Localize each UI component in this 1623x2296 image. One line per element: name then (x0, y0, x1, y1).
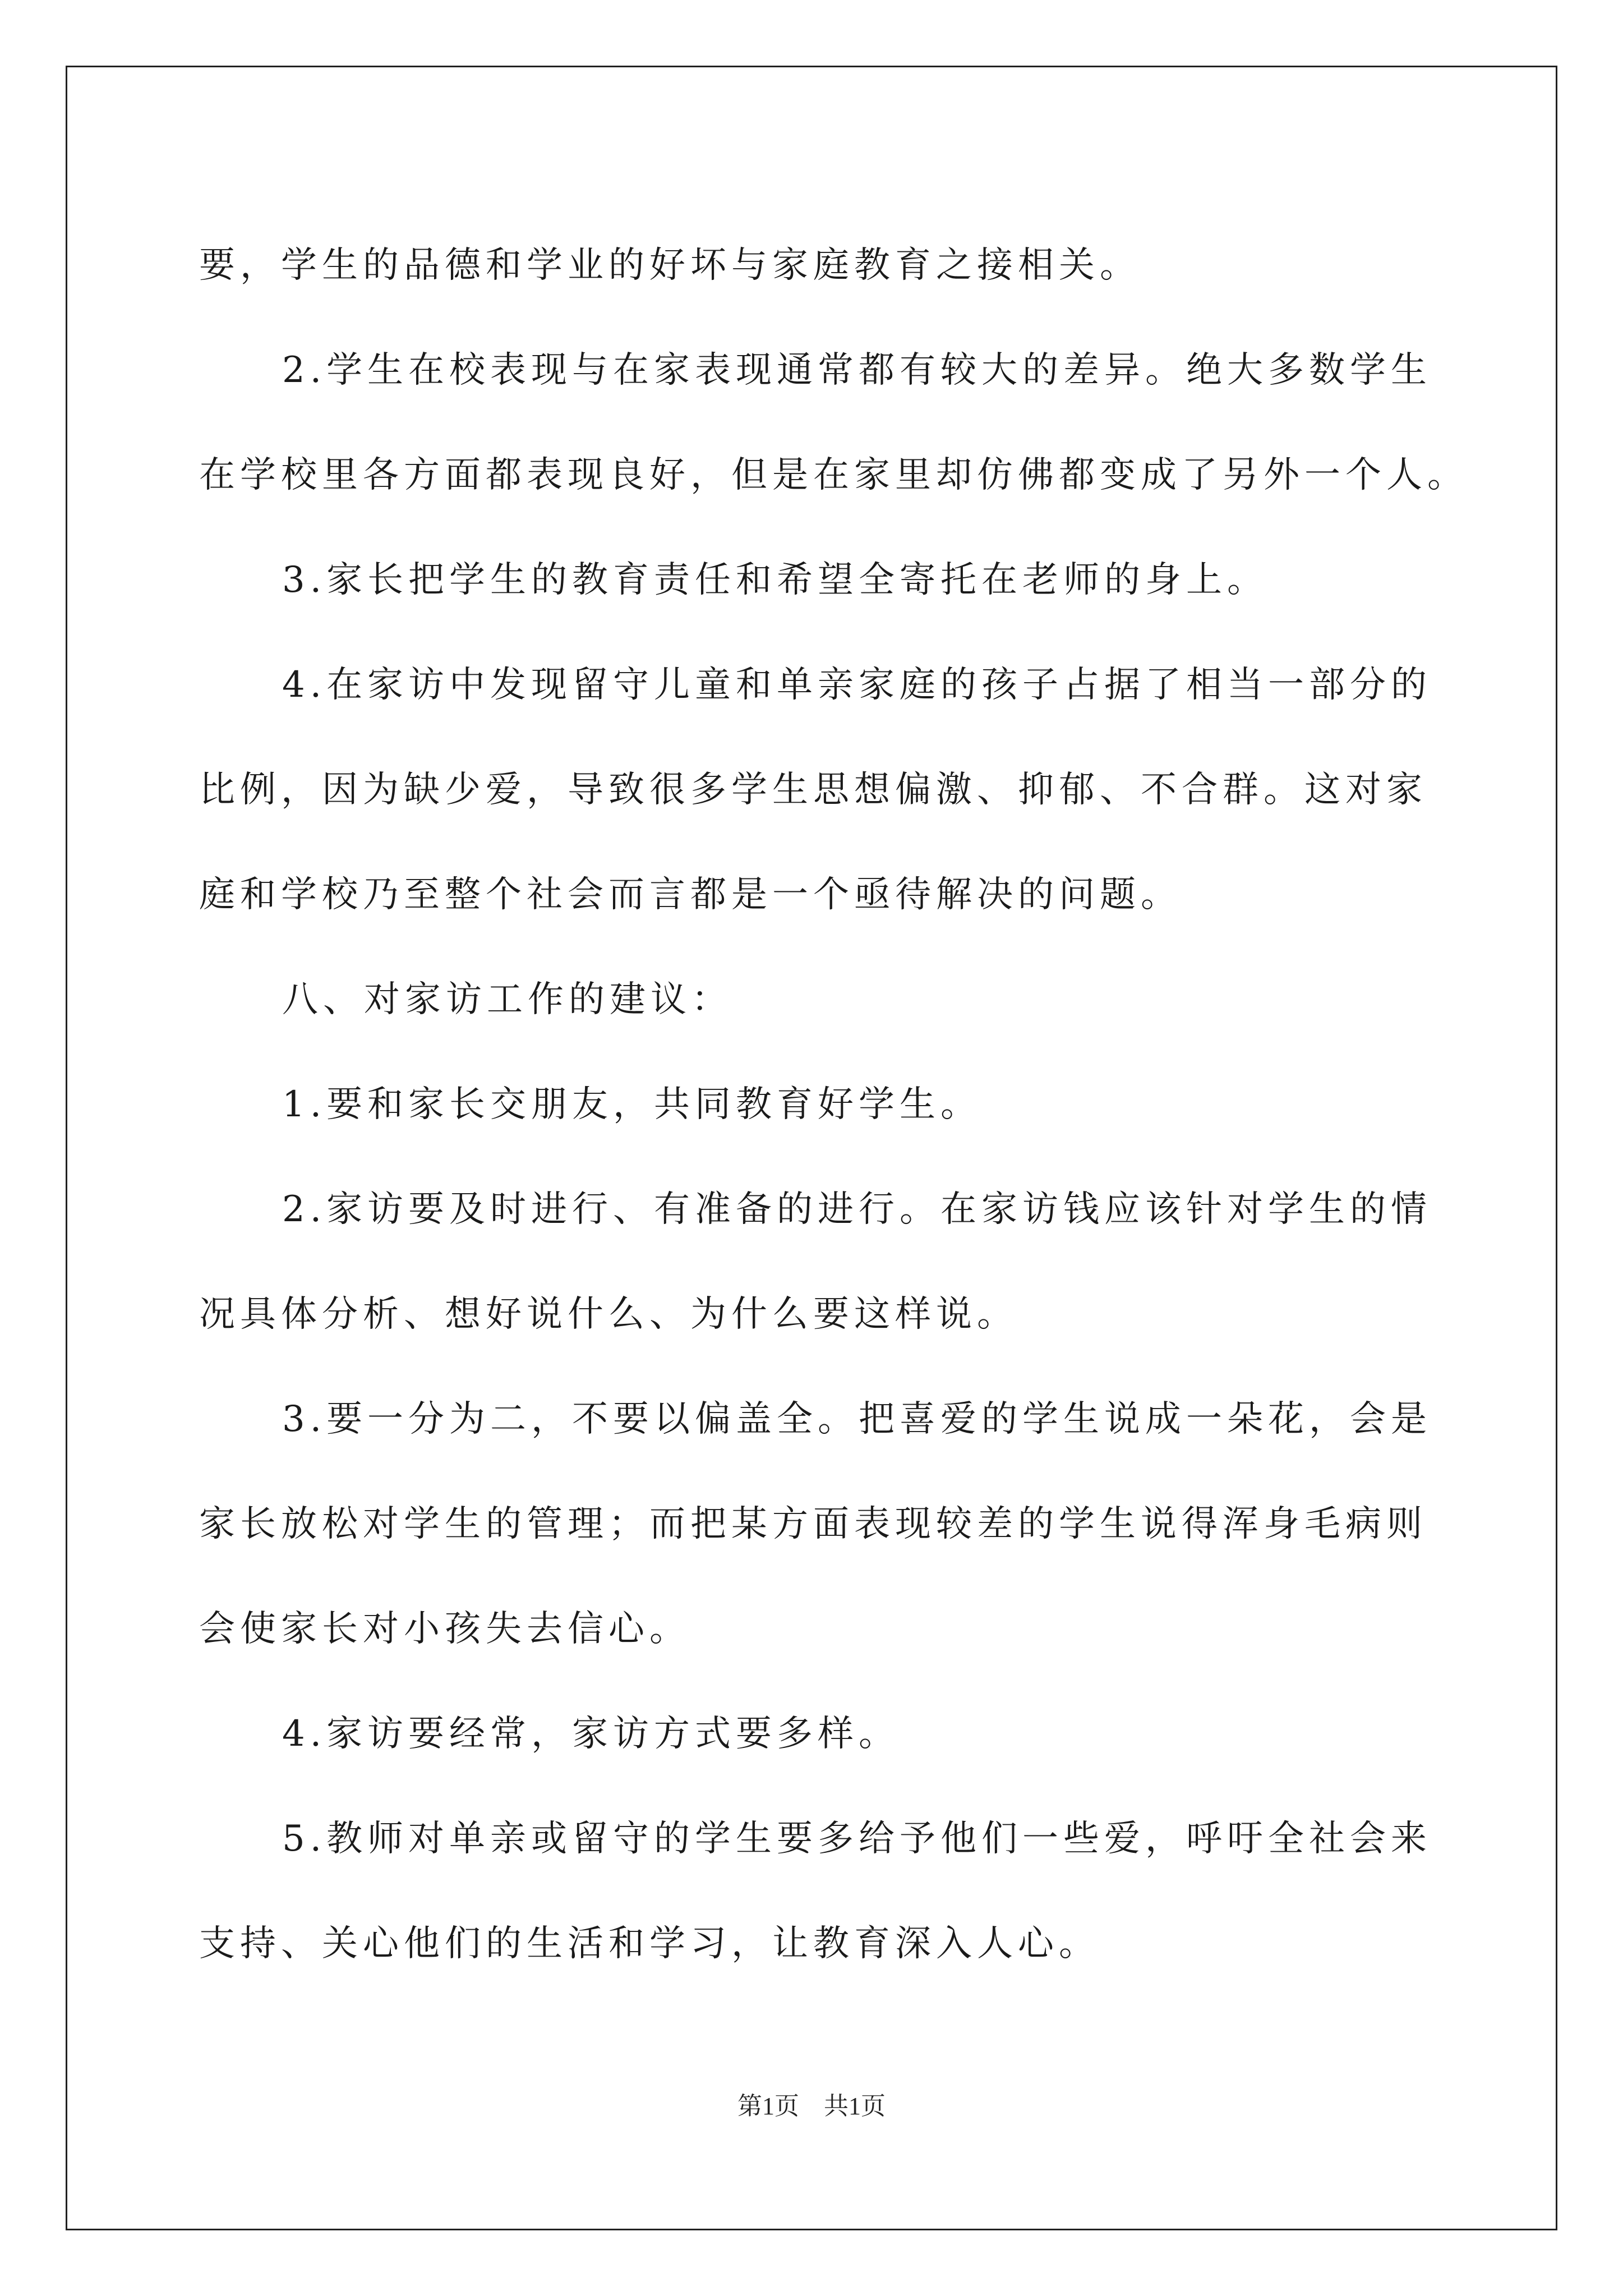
paragraph-line-15: 4.家访要经常，家访方式要多样。 (282, 1713, 900, 1755)
paragraph-line-16: 5.教师对单亲或留守的学生要多给予他们一些爱，呼吁全社会来 (282, 1818, 1432, 1860)
document-body (199, 213, 1468, 1996)
paragraph-line-1: 要，学生的品德和学业的好坏与家庭教育之接相关。 (199, 245, 1141, 286)
paragraph-line-4: 3.家长把学生的教育责任和希望全寄托在老师的身上。 (282, 559, 1269, 601)
paragraph-line-9: 1.要和家长交朋友，共同教育好学生。 (282, 1084, 982, 1125)
paragraph-line-6: 比例，因为缺少爱，导致很多学生思想偏激、抑郁、不合群。这对家 (199, 769, 1427, 811)
paragraph-line-17: 支持、关心他们的生活和学习，让教育深入人心。 (199, 1923, 1100, 1964)
paragraph-line-11: 况具体分析、想好说什么、为什么要这样说。 (199, 1294, 1018, 1335)
section-heading: 八、对家访工作的建议： (282, 979, 732, 1020)
page-number-footer: 第1页 共1页 (737, 2092, 886, 2120)
paragraph-line-7: 庭和学校乃至整个社会而言都是一个亟待解决的问题。 (199, 874, 1182, 915)
paragraph-line-13: 家长放松对学生的管理；而把某方面表现较差的学生说得浑身毛病则 (199, 1503, 1427, 1545)
paragraph-line-3: 在学校里各方面都表现良好，但是在家里却仿佛都变成了另外一个人。 (199, 454, 1468, 496)
paragraph-line-2: 2.学生在校表现与在家表现通常都有较大的差异。绝大多数学生 (282, 349, 1432, 391)
paragraph-line-14: 会使家长对小孩失去信心。 (199, 1608, 690, 1650)
paragraph-line-10: 2.家访要及时进行、有准备的进行。在家访钱应该针对学生的情 (282, 1189, 1432, 1230)
paragraph-line-12: 3.要一分为二，不要以偏盖全。把喜爱的学生说成一朵花，会是 (282, 1398, 1432, 1440)
paragraph-line-5: 4.在家访中发现留守儿童和单亲家庭的孩子占据了相当一部分的 (282, 664, 1432, 706)
